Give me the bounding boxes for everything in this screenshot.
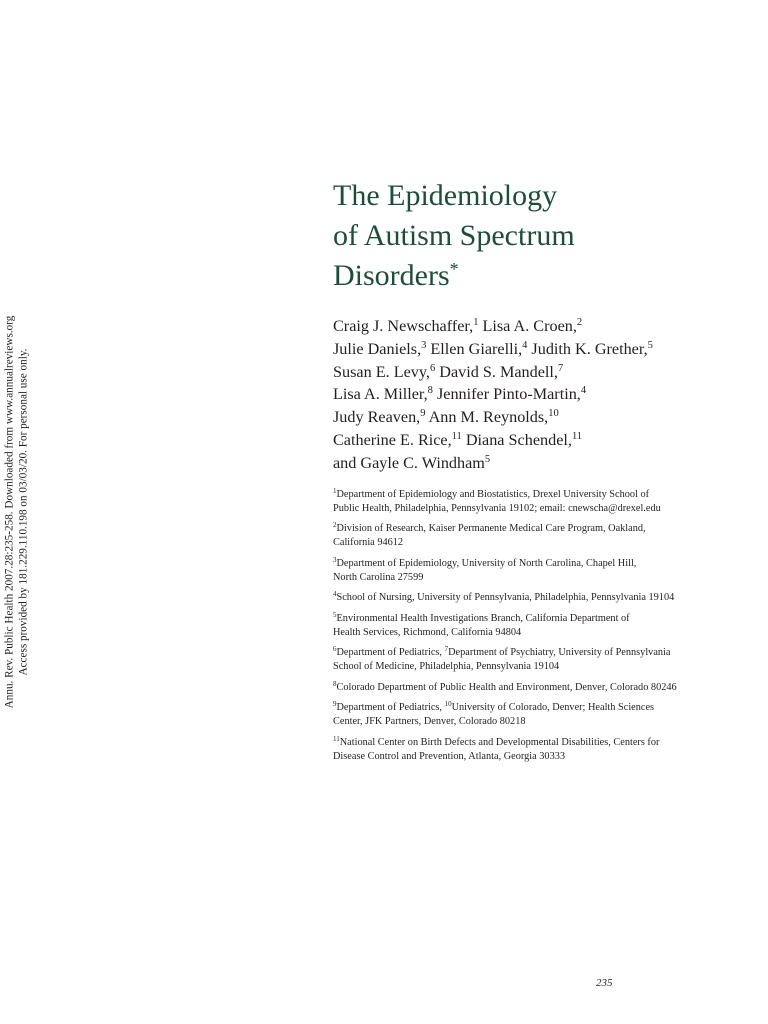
- affiliation-line: [333, 557, 753, 571]
- author-name: David S. Mandell,: [435, 362, 558, 381]
- affiliation: [333, 591, 753, 605]
- author-name: Judith K. Grether,: [527, 339, 648, 358]
- affiliation-text: Health Services, Richmond, California 94804: [333, 626, 522, 638]
- affiliation: [333, 681, 753, 695]
- affiliation-line: [333, 715, 753, 729]
- affiliation-line: [333, 660, 753, 674]
- affiliation: [333, 646, 753, 673]
- download-notice-line-1: Annu. Rev. Public Health 2007.28:235-258. Downloaded from www.annualreviews.org: [3, 315, 16, 709]
- author-name: Susan E. Levy,: [333, 362, 430, 381]
- author-line: [333, 429, 753, 452]
- affiliation-text: School of Medicine, Philadelphia, Pennsylvania 19104: [333, 661, 560, 673]
- author-affiliation-number: 2: [576, 317, 583, 328]
- title-line-1: The Epidemiology: [333, 179, 558, 212]
- author-affiliation-number: 4: [580, 385, 587, 397]
- author-name: Catherine E. Rice,: [333, 430, 452, 449]
- affiliation: [333, 612, 753, 639]
- author-name: Craig J. Newschaffer,: [333, 317, 474, 335]
- affiliation-text: Colorado Department of Public Health and Environment, Denver, Colorado 80246: [336, 681, 677, 693]
- affiliation-text: University of Colorado, Denver; Health Sciences: [451, 702, 655, 714]
- affiliation-number: 11: [333, 734, 340, 743]
- author-affiliation-number: 3: [421, 339, 427, 351]
- affiliation-text: Department of Epidemiology and Biostatistics, Drexel University School of: [336, 489, 650, 500]
- affiliation-line: [333, 571, 753, 585]
- affiliation: [333, 701, 753, 728]
- affiliation-line: [333, 626, 753, 640]
- affiliation-text: Disease Control and Prevention, Atlanta, Georgia 30333: [333, 750, 566, 762]
- affiliation-line: [333, 750, 753, 764]
- affiliation-text: Public Health, Philadelphia, Pennsylvania 19102; email: cnewscha@drexel.edu: [333, 502, 661, 514]
- affiliation-text: School of Nursing, University of Pennsylvania, Philadelphia, Pennsylvania 19104: [336, 592, 675, 604]
- author-name: Lisa A. Miller,: [333, 385, 428, 404]
- affiliation-line: [333, 612, 753, 626]
- affiliation: [333, 736, 753, 763]
- title-line-3: [333, 256, 733, 296]
- author-line: [333, 361, 753, 384]
- affiliation-line: [333, 536, 753, 550]
- affiliation-number: 6: [333, 645, 337, 654]
- download-notice: [0, 0, 34, 1024]
- affiliation: [333, 522, 753, 549]
- page-number: 235: [596, 977, 613, 989]
- affiliation-number: 5: [333, 610, 337, 619]
- affiliation-text: Environmental Health Investigations Branch, California Department of: [336, 612, 630, 624]
- author-affiliation-number: 4: [522, 339, 528, 351]
- affiliation-text: California 94612: [333, 537, 404, 549]
- affiliation-number: 1: [333, 487, 337, 495]
- title-footnote-mark: *: [449, 259, 459, 279]
- author-affiliation-number: 7: [557, 362, 564, 374]
- affiliation-line: [333, 502, 753, 516]
- title-line-3-text: Disorders: [333, 259, 450, 292]
- affiliation-list: [333, 488, 753, 770]
- affiliation-text: National Center on Birth Defects and Developmental Disabilities, Centers for: [339, 736, 660, 748]
- affiliation: [333, 557, 753, 584]
- affiliation-text: Department of Psychiatry, University of Pennsylvania: [448, 647, 671, 659]
- affiliation-text: Center, JFK Partners, Denver, Colorado 80218: [333, 716, 526, 728]
- article-title: [333, 176, 733, 296]
- affiliation-line: [333, 701, 753, 715]
- affiliation-text: North Carolina 27599: [333, 571, 424, 583]
- title-line-2: of Autism Spectrum: [333, 219, 575, 252]
- author-affiliation-number: 5: [484, 453, 491, 465]
- author-name: Lisa A. Croen,: [478, 317, 577, 335]
- affiliation-number: 8: [333, 679, 337, 688]
- author-affiliation-number: 6: [429, 362, 436, 374]
- affiliation-line: [333, 646, 753, 660]
- author-affiliation-number: 9: [420, 408, 426, 420]
- author-name: Jennifer Pinto-Martin,: [432, 385, 581, 404]
- affiliation-number: 2: [333, 521, 337, 530]
- download-notice-text: [4, 316, 31, 709]
- author-line: [333, 315, 753, 338]
- affiliation-line: [333, 591, 753, 605]
- affiliation-line: [333, 681, 753, 695]
- affiliation-number: 10: [444, 700, 452, 709]
- affiliation-number: 9: [333, 700, 337, 709]
- author-name: Julie Daniels,: [333, 339, 422, 358]
- affiliation: [333, 488, 753, 515]
- author-name: Ellen Giarelli,: [426, 339, 523, 358]
- affiliation-number: 3: [333, 555, 337, 564]
- affiliation-text: Department of Epidemiology, University of North Carolina, Chapel Hill,: [336, 557, 637, 569]
- author-affiliation-number: 5: [647, 339, 653, 351]
- author-line: [333, 452, 753, 475]
- author-list: [333, 315, 753, 475]
- access-notice-line-2: Access provided by 181.229.110.198 on 03/03/20. For personal use only.: [17, 348, 29, 676]
- author-name: Judy Reaven,: [333, 408, 421, 427]
- affiliation-text: Department of Pediatrics,: [336, 702, 445, 714]
- author-name: Ann M. Reynolds,: [425, 408, 549, 427]
- affiliation-number: 7: [444, 645, 449, 654]
- affiliation-line: [333, 736, 753, 750]
- author-name: and Gayle C. Windham: [333, 453, 485, 472]
- affiliation-line: [333, 522, 753, 536]
- author-name: Diana Schendel,: [461, 430, 572, 449]
- affiliation-text: Department of Pediatrics,: [336, 647, 445, 659]
- author-line: [333, 383, 753, 406]
- author-affiliation-number: 10: [548, 408, 559, 420]
- affiliation-number: 4: [333, 590, 337, 599]
- author-line: [333, 338, 753, 361]
- author-affiliation-number: 11: [571, 430, 583, 442]
- author-affiliation-number: 11: [451, 430, 462, 442]
- author-affiliation-number: 1: [473, 317, 479, 328]
- author-affiliation-number: 8: [427, 385, 433, 397]
- author-line: [333, 406, 753, 429]
- affiliation-line: [333, 488, 753, 502]
- affiliation-text: Division of Research, Kaiser Permanente Medical Care Program, Oakland,: [336, 523, 646, 535]
